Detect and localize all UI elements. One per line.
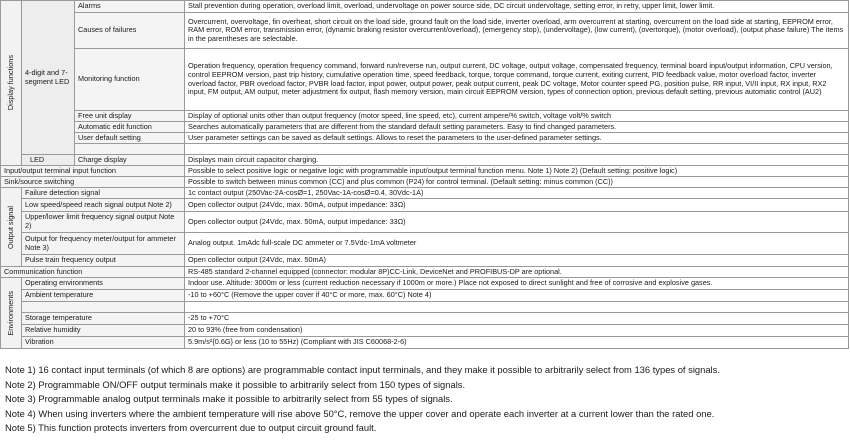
row-name-communication: Communication function — [1, 267, 185, 278]
row-value-pulse-train: Open collector output (24Vdc, max. 50mA) — [185, 255, 849, 267]
row-value-upper-lower-limit: Open collector output (24Vdc, max. 50mA, output impedance: 33Ω) — [185, 212, 849, 233]
row-name-ambient-temp: Ambient temperature — [22, 290, 185, 302]
table-row — [1, 49, 849, 111]
row-name-vibration: Vibration — [22, 337, 185, 349]
table-row — [1, 1, 849, 13]
row-value-humidity: 20 to 93% (free from condensation) — [185, 325, 849, 337]
notes-section — [5, 363, 845, 436]
table-row — [1, 13, 849, 49]
table-row — [1, 325, 849, 337]
category-environments — [1, 278, 22, 349]
table-row — [1, 133, 849, 144]
row-value-vibration: 5.9m/s²{0.6G} or less (10 to 55Hz) (Compliant with JIS C60068-2-6) — [185, 337, 849, 349]
table-row — [1, 233, 849, 255]
note-5: Note 5) This function protects inverters from overcurrent due to output circuit ground fault. — [5, 422, 377, 434]
row-name-blank — [75, 144, 185, 155]
led-group-cell — [22, 1, 75, 155]
row-value-communication: RS-485 standard 2-channel equipped (connector: modular 8P)CC-Link, DeviceNet and PROFIBUS-DP are optional. — [185, 267, 849, 278]
row-name-io-logic: Input/output terminal input function — [1, 166, 185, 177]
row-value-charge: Displays main circuit capacitor charging. — [185, 155, 849, 166]
category-output-signal — [1, 188, 22, 267]
row-value-ambient-temp: -10 to +60°C (Remove the upper cover if 40°C or more, max. 60°C) Note 4) — [185, 290, 849, 302]
table-row — [1, 188, 849, 199]
note-1: Note 1) 16 contact input terminals (of which 8 are options) are programmable contact input terminals, and they make it possible to arbitrarily select from 136 types of signals. — [5, 364, 720, 375]
row-name-monitoring: Monitoring function — [75, 49, 185, 111]
row-name-user-default: User default setting — [75, 133, 185, 144]
row-value-low-speed: Open collector output (24Vdc, max. 50mA, output impedance: 33Ω) — [185, 199, 849, 212]
row-name-causes: Causes of failures — [75, 13, 185, 49]
note-4: Note 4) When using inverters where the ambient temperature will rise above 50°C, remove the upper cover and operate each inverter at a current lower than the rated one. — [5, 407, 715, 419]
category-label: Environments — [5, 290, 15, 336]
row-name-operating-env: Operating environments — [22, 278, 185, 290]
row-value-sink-source: Possible to switch between minus common (CC) and plus common (P24) for control terminal. (Default setting: minus common (CC)) — [185, 177, 849, 188]
row-name-low-speed: Low speed/speed reach signal output Note 2) — [22, 199, 185, 212]
table-row — [1, 212, 849, 233]
table-row — [1, 267, 849, 278]
table-row — [1, 337, 849, 349]
note-3: Note 3) Programmable analog output terminals make it possible to arbitrarily select from 55 types of signals. — [5, 393, 453, 405]
led-group-label: 4-digit and 7-segment LED — [25, 67, 70, 86]
row-name-free-unit: Free unit display — [75, 111, 185, 122]
table-row — [1, 155, 849, 166]
category-display-functions — [1, 1, 22, 166]
row-name-charge: Charge display — [75, 155, 185, 166]
table-row — [1, 111, 849, 122]
category-label: Output signal — [5, 205, 15, 249]
table-row — [1, 302, 849, 313]
row-name-failure-detection: Failure detection signal — [22, 188, 185, 199]
row-value-monitoring: Operation frequency, operation frequency command, forward run/reverse run, output current, DC voltage, output voltage, compensated frequency, terminal board input/output information, CPU version, control EEPROM version, past trip history, cumulative operation time, speed feedback, torque, torque command, torque current, exiting current, PID feedback value, motor overload factor, inverter overload factor, PBR overload factor, PVBR load factor, input power, output power, peak output current, peak DC voltage, Motor counter speed PG, position pulse, RR input, VI/II input, RX input, RX2 input, FM output, AM output, meter adjustment fix output, flash memory version, main circuit EEPROM version, types of connection option, previous default setting, previous automatic control (AU2) — [185, 49, 849, 111]
row-name-alarms: Alarms — [75, 1, 185, 13]
table-row — [1, 199, 849, 212]
row-value-user-default: User parameter settings can be saved as default settings. Allows to reset the parameters to the user-defined parameter settings. — [185, 133, 849, 144]
row-value-storage-temp: -25 to +70°C — [185, 313, 849, 325]
row-value-free-unit: Display of optional units other than output frequency (motor speed, line speed, etc), current ampere/% switch, voltage volt/% switch — [185, 111, 849, 122]
row-name-sink-source: Sink/source switching — [1, 177, 185, 188]
row-name-upper-lower-limit: Upper/lower limit frequency signal output Note 2) — [22, 212, 185, 233]
row-name-storage-temp: Storage temperature — [22, 313, 185, 325]
row-name-freq-meter: Output for frequency meter/output for ammeter Note 3) — [22, 233, 185, 255]
led-label: LED — [22, 155, 75, 166]
table-row — [1, 144, 849, 155]
row-value-blank — [185, 302, 849, 313]
row-value-io-logic: Possible to select positive logic or negative logic with programmable input/output terminal function menu. Note 1) Note 2) (Default setting: positive logic) — [185, 166, 849, 177]
category-label: Display functions — [5, 55, 15, 111]
row-value-freq-meter: Analog output. 1mAdc full-scale DC ammeter or 7.5Vdc-1mA voltmeter — [185, 233, 849, 255]
row-value-failure-detection: 1c contact output (250Vac-2A-cosØ=1, 250Vac-1A-cosØ=0.4, 30Vdc-1A) — [185, 188, 849, 199]
row-value-operating-env: Indoor use. Altitude: 3000m or less (current reduction necessary if 1000m or more.) Place not exposed to direct sunlight and free of corrosive and explosive gases. — [185, 278, 849, 290]
row-value-blank — [185, 144, 849, 155]
table-row — [1, 177, 849, 188]
row-value-causes: Overcurrent, overvoltage, fin overheat, short circuit on the load side, ground fault on the load side, inverter overload, arm overcurrent at starting, overcurrent on the load side at starting, EEPROM error, RAM error, ROM error, transmission error, (dynamic braking resistor overcurrent/overload), (emergency stop), (undervoltage), (low current), (overtorque), (motor overload), (output phase failure) The items in the parentheses are selectable. — [185, 13, 849, 49]
row-name-humidity: Relative humidity — [22, 325, 185, 337]
row-value-auto-edit: Searches automatically parameters that are different from the standard default setting parameters. Easy to find changed parameters. — [185, 122, 849, 133]
table-row — [1, 278, 849, 290]
table-row — [1, 255, 849, 267]
table-row — [1, 166, 849, 177]
row-name-blank — [22, 302, 185, 313]
row-name-auto-edit: Automatic edit function — [75, 122, 185, 133]
row-value-alarms: Stall prevention during operation, overload limit, overload, undervoltage on power source side, DC circuit undervoltage, setting error, in retry, upper limit, lower limit. — [185, 1, 849, 13]
table-row — [1, 122, 849, 133]
table-row — [1, 290, 849, 302]
note-2: Note 2) Programmable ON/OFF output terminals make it possible to arbitrarily select from 150 types of signals. — [5, 378, 466, 390]
table-row — [1, 313, 849, 325]
row-name-pulse-train: Pulse train frequency output — [22, 255, 185, 267]
